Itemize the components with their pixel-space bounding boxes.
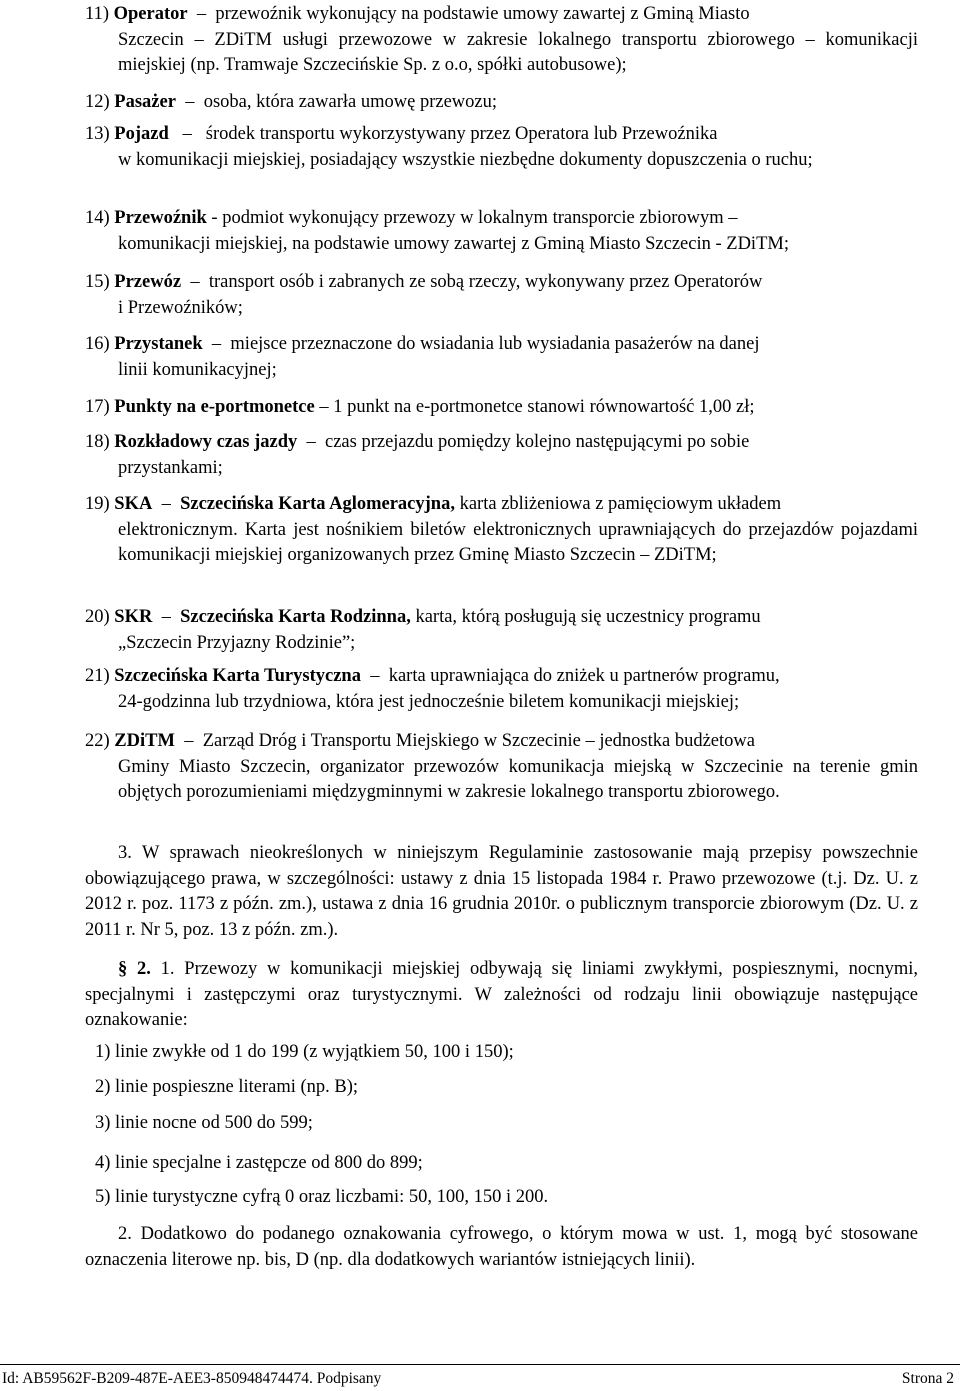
definition-16: 16) Przystanek – miejsce przeznaczone do wsiadania lub wysiadania pasażerów na danej linii komunikacyjnej; (85, 334, 760, 380)
definition-14: 14) Przewoźnik - podmiot wykonujący przewozy w lokalnym transporcie zbiorowym – komunikacji miejskiej, na podstawie umowy zawartej z Gminą Miasto Szczecin - ZDiTM; (85, 208, 789, 254)
definition-15: 15) Przewóz – transport osób i zabranych ze sobą rzeczy, wykonywany przez Operatorów i Przewoźników; (85, 272, 763, 318)
section-2-paragraph-2: 2. Dodatkowo do podanego oznakowania cyfrowego, o którym mowa w ust. 1, mogą być stosowane oznaczenia literowe np. bis, D (np. dla dodatkowych wariantów istniejących linii). (85, 1224, 918, 1270)
line-type-item: 2) linie pospieszne literami (np. B); (95, 1077, 359, 1097)
definition-22: 22) ZDiTM – Zarząd Dróg i Transportu Miejskiego w Szczecinie – jednostka budżetowa Gminy Miasto Szczecin, organizator przewozów komunikacja miejską w Szczecinie na terenie gmin objętych porozumieniami międzygminnymi w zakresie lokalnego transportu zbiorowego. (85, 731, 918, 802)
line-type-item: 1) linie zwykłe od 1 do 199 (z wyjątkiem 50, 100 i 150); (95, 1042, 514, 1062)
definition-12: 12) Pasażer – osoba, która zawarła umowę przewozu; (85, 92, 497, 112)
definition-21: 21) Szczecińska Karta Turystyczna – karta uprawniająca do zniżek u partnerów programu, 24-godzinna lub trzydniowa, która jest jednocześnie biletem komunikacji miejskiej; (85, 666, 780, 712)
definition-20: 20) SKR – Szczecińska Karta Rodzinna, karta, którą posługują się uczestnicy programu „Szczecin Przyjazny Rodzinie”; (85, 607, 761, 653)
definition-13: 13) Pojazd – środek transportu wykorzystywany przez Operatora lub Przewoźnika w komunikacji miejskiej, posiadający wszystkie niezbędne dokumenty dopuszczenia o ruchu; (85, 124, 813, 170)
line-type-item: 5) linie turystyczne cyfrą 0 oraz liczbami: 50, 100, 150 i 200. (95, 1187, 549, 1207)
definition-19: 19) SKA – Szczecińska Karta Aglomeracyjna, karta zbliżeniowa z pamięciowym układem elektronicznym. Karta jest nośnikiem biletów elektronicznych uprawniających do przejazdów pojazdami komunikacji miejskiej organizowanych przez Gminę Miasto Szczecin – ZDiTM; (85, 494, 918, 565)
line-type-item: 4) linie specjalne i zastępcze od 800 do 899; (95, 1153, 423, 1173)
footer-divider (0, 1364, 960, 1365)
section-mark: § 2. (118, 959, 151, 979)
term: Operator (113, 4, 188, 24)
footer-page-number: Strona 2 (901, 1370, 954, 1387)
definition-18: 18) Rozkładowy czas jazdy – czas przejazdu pomiędzy kolejno następującymi po sobie przystankami; (85, 432, 750, 478)
section-2-paragraph-1: § 2. 1. Przewozy w komunikacji miejskiej odbywają się liniami zwykłymi, pospiesznymi, nocnymi, specjalnymi i zastępczymi oraz turystycznymi. W zależności od rodzaju linii obowiązuje następujące oznakowanie: (85, 959, 918, 1030)
definition-17: 17) Punkty na e-portmonetce – 1 punkt na e-portmonetce stanowi równowartość 1,00 zł; (85, 397, 755, 417)
footer-document-id: Id: AB59562F-B209-487E-AEE3-850948474474. Podpisany (2, 1370, 382, 1387)
line-type-item: 3) linie nocne od 500 do 599; (95, 1113, 313, 1133)
paragraph-3: 3. W sprawach nieokreślonych w niniejszym Regulaminie zastosowanie mają przepisy powszechnie obowiązującego prawa, w szczególności: ustawy z dnia 15 listopada 1984 r. Prawo przewozowe (t.j. Dz. U. z 2012 r. poz. 1173 z późn. zm.), ustawa z dnia 16 grudnia 2010r. o publicznym transporcie zbiorowym (Dz. U. z 2011 r. Nr 5, poz. 13 z późn. zm.). (85, 843, 918, 940)
definition-11: 11) Operator – przewoźnik wykonujący na podstawie umowy zawartej z Gminą Miasto Szczecin – ZDiTM usługi przewozowe w zakresie lokalnego transportu zbiorowego – komunikacji miejskiej (np. Tramwaje Szczecińskie Sp. z o.o, spółki autobusowe); (85, 4, 918, 75)
